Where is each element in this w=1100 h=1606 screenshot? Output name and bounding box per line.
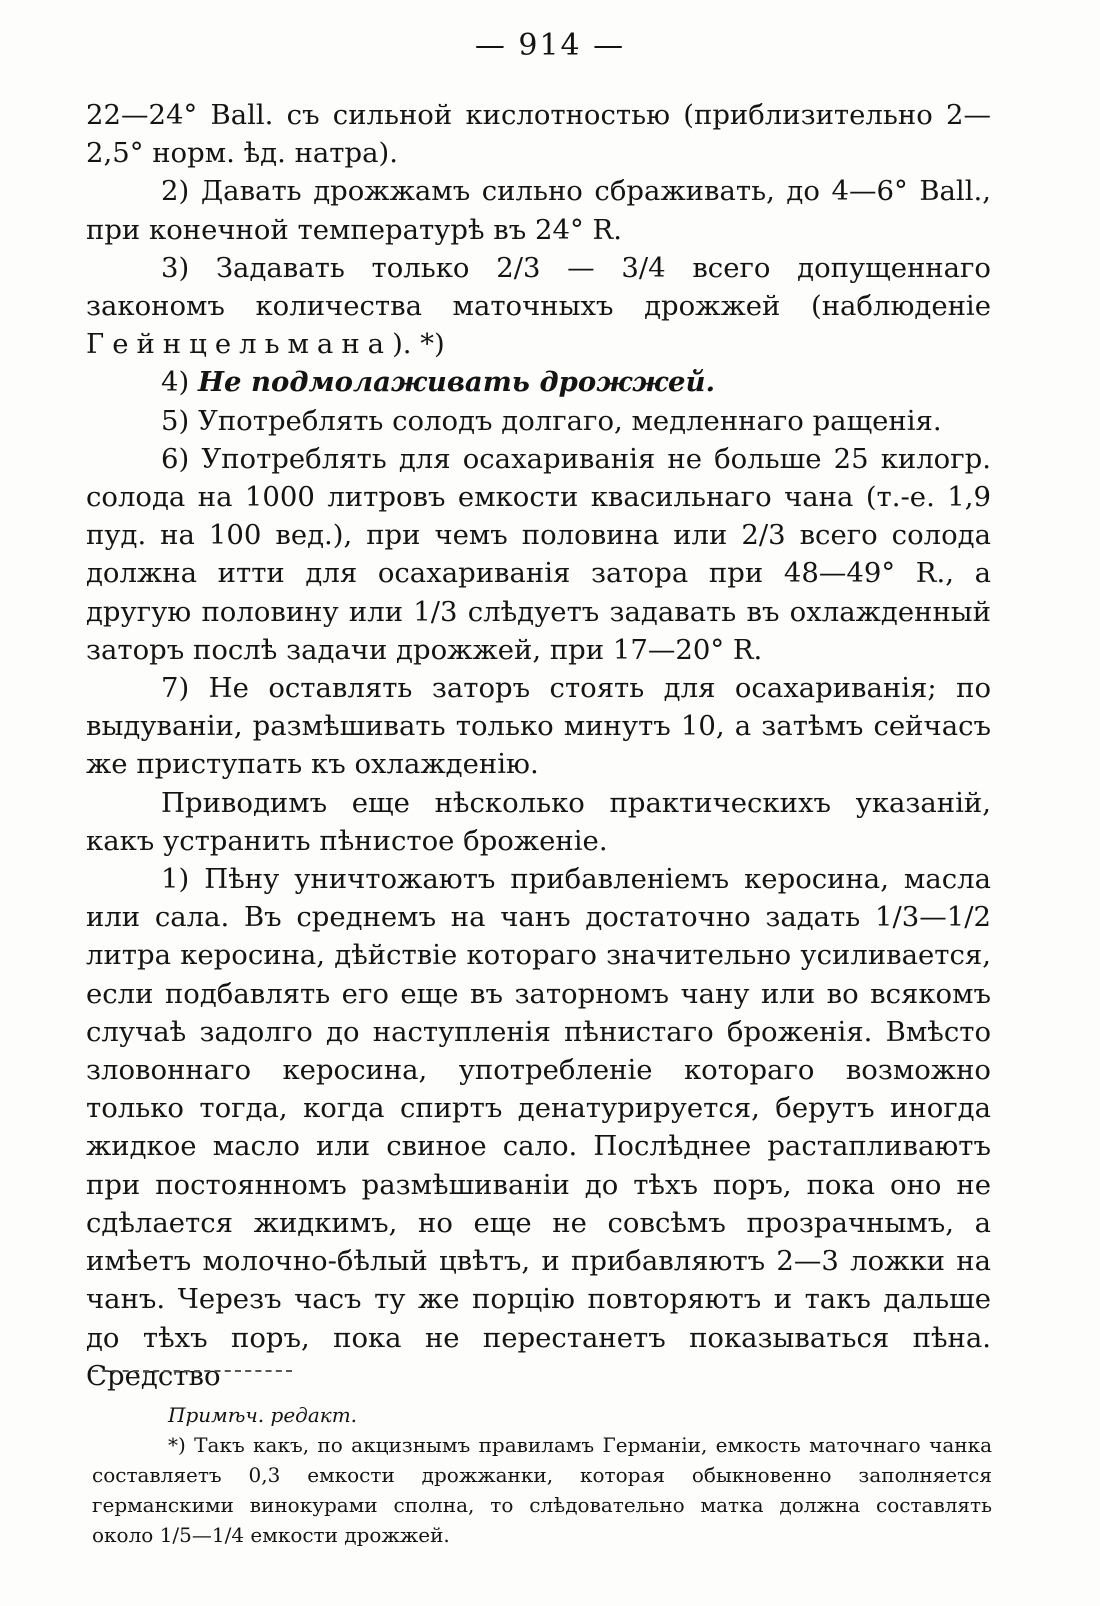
paragraph-practical: Приводимъ еще нѣсколько практическихъ указаній, какъ устранить пѣнистое броженіе. xyxy=(86,786,991,857)
list-item-2: 2) Давать дрожжамъ сильно сбраживать, до 4—6° Ball., при конечной температурѣ въ 24° R. xyxy=(86,175,991,246)
list-item-4 xyxy=(86,363,991,401)
list-item-6 xyxy=(86,440,991,669)
list-item-3-text: всего допущеннаго закономъ количества маточныхъ дрожжей (наблюденіе xyxy=(86,251,991,323)
list-item-4-italic: Не подмолаживать дрожжей. xyxy=(197,366,716,399)
dash: — xyxy=(540,251,622,284)
fraction: 1/3 xyxy=(413,595,458,628)
paragraph-kerosene-start: 1) Пѣну уничтожаютъ прибавленіемъ керосина, масла или сала. Въ среднемъ на чанъ достаточно задать xyxy=(86,863,991,934)
footnote-text-end: емкости дрожжей. xyxy=(244,1523,450,1547)
paragraph-intro: 22—24° Ball. съ сильной кислотностью (приблизительно 2—2,5° норм. ѣд. натра). xyxy=(86,99,991,170)
footnote-ref: ). *) xyxy=(392,328,445,361)
paragraph-kerosene-end: литра керосина, дѣйствіе котораго значительно усиливается, если подбавлять его еще въ заторномъ чану или во всякомъ случаѣ задолго до наступленія пѣнистаго броженія. Вмѣсто зловоннаго керосина, употребленіе котораго возможно только тогда, когда спиртъ денатурируется, берутъ иногда жидкое масло или свиное сало. Послѣднее растапливаютъ при постоянномъ размѣшиваніи до тѣхъ поръ, пока оно не сдѣлается жидкимъ, но еще не совсѣмъ прозрачнымъ, а имѣетъ молочно-бѣлый цвѣтъ, и прибавляютъ 2—3 ложки на чанъ. Черезъ часъ ту же порцію повторяютъ и такъ дальше до тѣхъ поръ, пока не перестанетъ показываться пѣна. Средство xyxy=(86,939,991,1392)
footnote-text xyxy=(92,1430,992,1550)
list-item-3 xyxy=(86,249,991,364)
paragraph-kerosene xyxy=(86,860,991,1395)
list-item-5: 5) Употреблять солодъ долгаго, медленнаго ращенія. xyxy=(161,404,942,437)
main-text xyxy=(86,96,991,1395)
footnote-divider xyxy=(92,1370,292,1372)
list-item-3-start: 3) Задавать только xyxy=(161,251,470,284)
fraction: 1/5—1/4 xyxy=(159,1523,245,1547)
author-name: Гейнцельмана xyxy=(86,328,393,361)
list-item-7: 7) Не оставлять заторъ стоять для осахариванія; по выдуваніи, размѣшивать только минутъ 10, а затѣмъ сейчасъ же приступать къ охлажденію. xyxy=(86,672,991,781)
fraction: 2/3 xyxy=(741,519,786,552)
fraction: 3/4 xyxy=(621,251,666,284)
list-item-4-number: 4) xyxy=(161,366,190,399)
list-item-6-start: 6) Употреблять для осахариванія не больше 25 килогр. солода на 1000 литровъ емкости квасильнаго чана (т.-е. 1,9 пуд. на 100 вед.), при чемъ половина или xyxy=(86,442,991,552)
page-number: — 914 — xyxy=(474,28,626,63)
footnote-label: Примѣч. редакт. xyxy=(168,1403,358,1427)
list-item-6-mid: всего солода должна итти для осахариванія затора при 48—49° R., а другую половину или xyxy=(86,519,991,628)
fraction: 2/3 xyxy=(496,251,541,284)
fraction: 1/3—1/2 xyxy=(874,901,991,934)
footnotes xyxy=(92,1400,992,1550)
footnote-text-start: *) Такъ какъ, по акцизнымъ правиламъ Германіи, емкость маточнаго чанка составляетъ 0,3 емкости дрожжанки, которая обыкновенно заполняется германскими винокурами сполна, то слѣдовательно матка должна составлять около xyxy=(92,1433,992,1547)
list-item-6-end: слѣдуетъ задавать въ охлажденный заторъ послѣ задачи дрожжей, при 17—20° R. xyxy=(86,595,991,666)
